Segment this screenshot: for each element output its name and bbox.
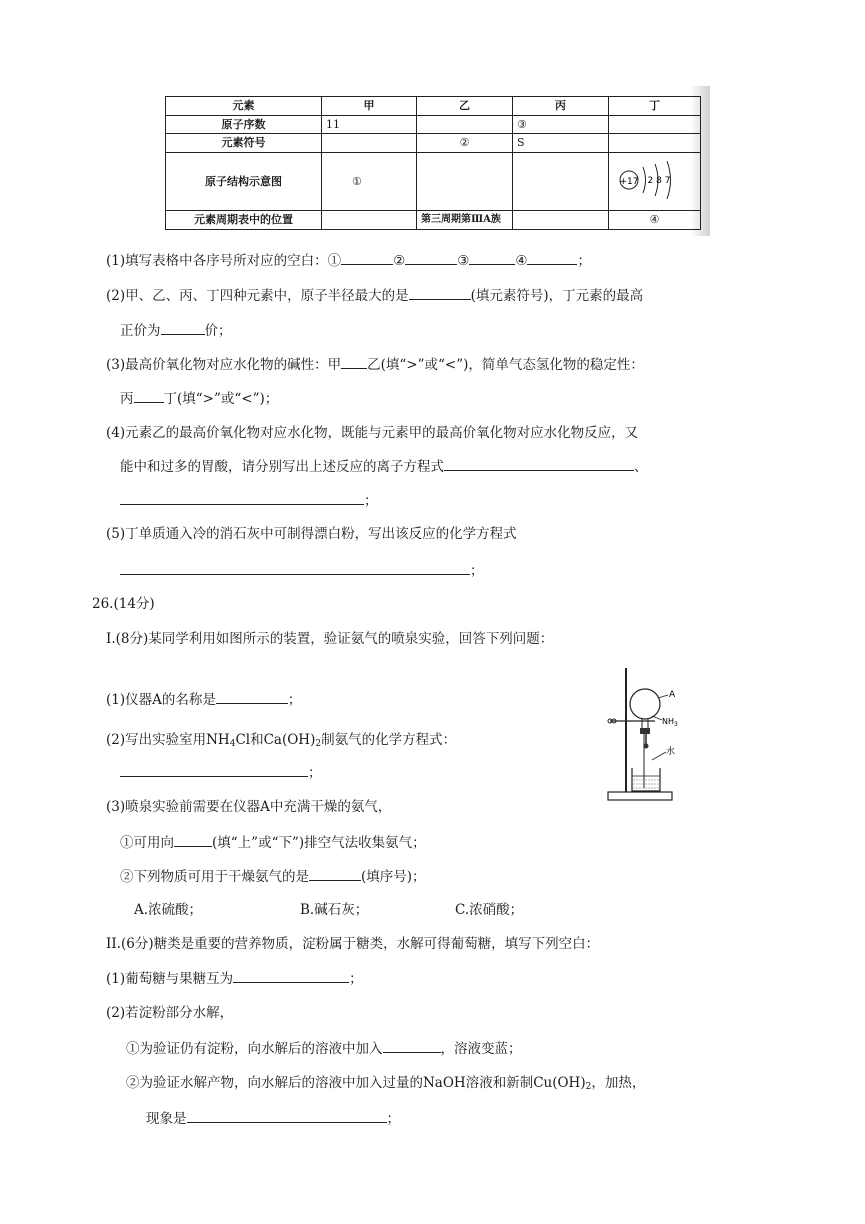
question-text: (填“上”或“下”)排空气法收集氨气； xyxy=(212,835,426,851)
question-text: II.(6分)糖类是重要的营养物质，淀粉属于糖类，水解可得葡萄糖，填写下列空白： xyxy=(106,936,600,952)
question-text: 丁(填“>”或“<”)； xyxy=(163,391,279,407)
question-text: (2)若淀粉部分水解， xyxy=(106,1005,234,1021)
q26-ii1 xyxy=(106,968,363,989)
answer-blank[interactable] xyxy=(341,354,367,369)
answer-blank[interactable] xyxy=(383,1038,441,1053)
marker: ④ xyxy=(515,253,528,269)
question-text: ②为验证水解产物，向水解后的溶液中加入过量的NaOH溶液和新制Cu(OH) xyxy=(126,1075,586,1091)
q25-part1 xyxy=(106,250,591,271)
q26-i1 xyxy=(106,689,301,710)
question-text: Cl和Ca(OH) xyxy=(235,732,316,748)
option-label: B.碱石灰； xyxy=(300,902,369,918)
answer-blank[interactable] xyxy=(444,456,634,471)
question-text: (2)甲、乙、丙、丁四种元素中，原子半径最大的是 xyxy=(106,288,409,304)
question-text: (1)填写表格中各序号所对应的空白： xyxy=(106,253,328,269)
table-header-cell: 乙 xyxy=(417,97,513,116)
table-cell: 第三周期第ⅢA族 xyxy=(417,211,513,230)
answer-blank[interactable] xyxy=(405,250,457,265)
row-label: 原子序数 xyxy=(166,115,322,134)
punct: ； xyxy=(386,1111,400,1127)
table-header-cell: 丁 xyxy=(609,97,701,116)
q26-i2-answer xyxy=(120,762,322,783)
question-text: (3)喷泉实验前需要在仪器A中充满干燥的氨气， xyxy=(106,799,392,815)
q26-option-a[interactable] xyxy=(134,900,202,920)
q26-i3-2 xyxy=(120,866,426,887)
q26-i3-1 xyxy=(120,832,426,853)
punct: ； xyxy=(349,971,363,987)
subscript: 2 xyxy=(315,739,322,749)
question-text: (2)写出实验室用NH xyxy=(106,732,230,748)
q26-ii-intro xyxy=(106,934,599,954)
q25-part4-answer xyxy=(120,490,378,511)
q26-i-intro xyxy=(106,629,553,649)
answer-blank[interactable] xyxy=(527,250,577,265)
table-header-row xyxy=(166,97,701,116)
table-cell xyxy=(322,134,417,153)
question-text: 价； xyxy=(204,323,232,339)
answer-blank[interactable] xyxy=(469,250,515,265)
question-text: (1)仪器A的名称是 xyxy=(106,692,216,708)
question-text: ②下列物质可用于干燥氨气的是 xyxy=(120,869,309,885)
question-text: 能中和过多的胃酸，请分别写出上述反应的离子方程式 xyxy=(120,459,444,475)
question-text: 丙 xyxy=(120,391,134,407)
answer-blank[interactable] xyxy=(174,832,212,847)
q25-part2-cont xyxy=(120,320,232,341)
question-text: ①可用向 xyxy=(120,835,174,851)
question-text: (5)丁单质通入冷的消石灰中可制得漂白粉，写出该反应的化学方程式 xyxy=(106,526,517,542)
question-number: 26.(14分) xyxy=(92,596,155,612)
q26-i2 xyxy=(106,730,456,754)
question-text: 乙(填“>”或“<”)，简单气态氢化物的稳定性： xyxy=(367,357,644,373)
q26-i3 xyxy=(106,797,391,817)
answer-blank[interactable] xyxy=(120,490,364,505)
answer-blank[interactable] xyxy=(309,866,361,881)
table-cell: ③ xyxy=(513,115,609,134)
question-text: (4)元素乙的最高价氧化物对应水化物，既能与元素甲的最高价氧化物对应水化物反应，又 xyxy=(106,425,639,441)
punct: ； xyxy=(308,765,322,781)
table-cell: 11 xyxy=(322,115,417,134)
table-header-cell: 丙 xyxy=(513,97,609,116)
answer-blank[interactable] xyxy=(161,320,205,335)
q26-ii2-3 xyxy=(146,1108,400,1129)
row-label: 元素符号 xyxy=(166,134,322,153)
punct: ； xyxy=(364,493,378,509)
table-row xyxy=(166,211,701,230)
question-text: 正价为 xyxy=(120,323,161,339)
answer-blank[interactable] xyxy=(409,285,471,300)
answer-blank[interactable] xyxy=(120,560,470,575)
table-cell xyxy=(513,153,609,211)
question-text: ，溶液变蓝； xyxy=(440,1041,522,1057)
q25-part3-cont xyxy=(120,388,278,409)
element-table xyxy=(165,96,701,230)
q25-part2 xyxy=(106,285,643,306)
table-cell xyxy=(417,115,513,134)
table-cell xyxy=(513,211,609,230)
electron-shells: 2 8 7 xyxy=(647,175,670,186)
atom-structure-diagram xyxy=(615,155,695,205)
question-text: (1)葡萄糖与果糖互为 xyxy=(106,971,234,987)
table-cell: ① xyxy=(322,153,417,211)
option-label: A.浓硫酸； xyxy=(134,902,203,918)
label-nh3: $NH_3$ xyxy=(662,717,678,728)
q25-part5 xyxy=(106,524,517,544)
question-text: (3)最高价氧化物对应水化物的碱性：甲 xyxy=(106,357,342,373)
marker: ① xyxy=(327,253,342,269)
table-cell: ④ xyxy=(609,211,701,230)
answer-blank[interactable] xyxy=(187,1108,387,1123)
table-cell xyxy=(417,153,513,211)
marker: ② xyxy=(393,253,406,269)
row-label: 原子结构示意图 xyxy=(166,153,322,211)
fountain-apparatus-diagram xyxy=(600,660,700,805)
answer-blank[interactable] xyxy=(120,762,308,777)
marker: ③ xyxy=(457,253,470,269)
q25-part5-answer xyxy=(120,560,484,581)
punct: ； xyxy=(470,563,484,579)
table-cell xyxy=(609,134,701,153)
table-header-cell: 元素 xyxy=(166,97,322,116)
question-text: (填元素符号)，丁元素的最高 xyxy=(470,288,644,304)
nucleus-charge: +17 xyxy=(619,176,638,187)
table-cell xyxy=(322,211,417,230)
q25-part4 xyxy=(106,423,638,443)
label-water: 水 xyxy=(666,747,676,757)
punct: ； xyxy=(577,253,591,269)
subscript: 2 xyxy=(585,1082,592,1092)
question-text: (填序号)； xyxy=(361,869,426,885)
table-row xyxy=(166,153,701,211)
punct: ； xyxy=(287,692,302,708)
answer-blank[interactable] xyxy=(216,689,288,704)
question-text: ①为验证仍有淀粉，向水解后的溶液中加入 xyxy=(126,1041,383,1057)
q26-ii2-1 xyxy=(126,1038,522,1059)
q26-option-c[interactable] xyxy=(455,900,523,920)
q26-header xyxy=(92,594,155,614)
row-label: 元素周期表中的位置 xyxy=(166,211,322,230)
table-row xyxy=(166,134,701,153)
atom-diagram-cell xyxy=(609,153,701,211)
q25-part4-cont xyxy=(120,456,648,477)
q26-ii2-2 xyxy=(126,1073,645,1097)
subscript: 4 xyxy=(229,739,236,749)
question-text: ，加热， xyxy=(591,1075,646,1091)
answer-blank[interactable] xyxy=(341,250,393,265)
table-cell: S xyxy=(513,134,609,153)
q26-ii2 xyxy=(106,1003,233,1023)
table-cell xyxy=(609,115,701,134)
q25-part3 xyxy=(106,354,644,375)
answer-blank[interactable] xyxy=(134,388,164,403)
table-row xyxy=(166,115,701,134)
punct: 、 xyxy=(634,459,648,475)
table-cell: ② xyxy=(417,134,513,153)
question-text: 制氨气的化学方程式： xyxy=(321,732,457,748)
label-a: A xyxy=(669,690,676,700)
table-header-cell: 甲 xyxy=(322,97,417,116)
answer-blank[interactable] xyxy=(233,968,349,983)
question-text: 现象是 xyxy=(146,1111,187,1127)
q26-option-b[interactable] xyxy=(300,900,368,920)
option-label: C.浓硝酸； xyxy=(455,902,524,918)
question-text: I.(8分)某同学利用如图所示的装置，验证氨气的喷泉实验，回答下列问题： xyxy=(106,631,554,647)
